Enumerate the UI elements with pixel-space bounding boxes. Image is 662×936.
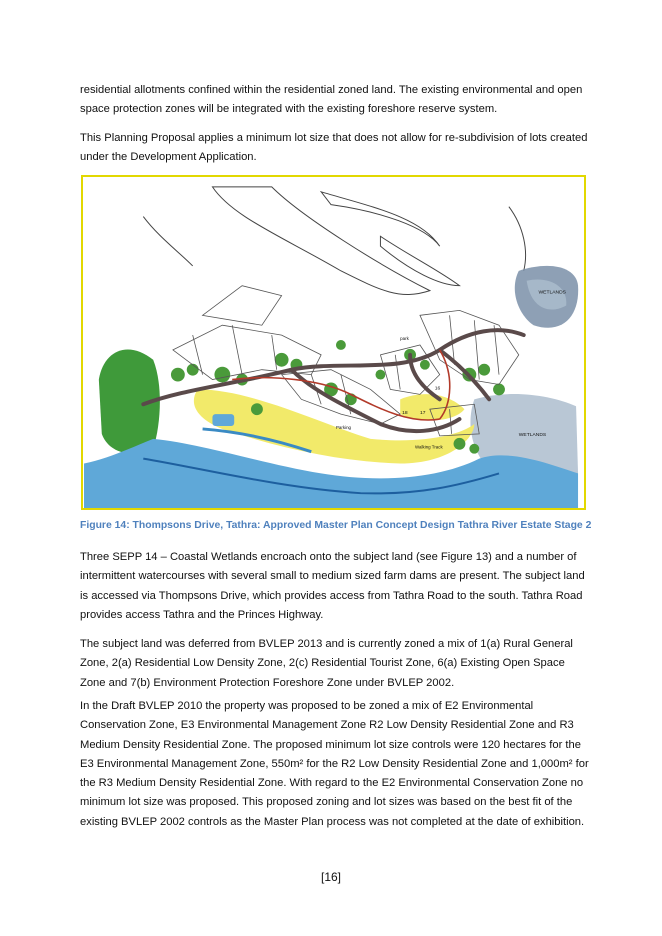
lot-number: 18 — [402, 411, 408, 417]
paragraph-sepp-14: Three SEPP 14 – Coastal Wetlands encroach onto the subject land (see Figure 13) and a number of intermittent watercourses with several small to medium sized farm dams are present. The subject land is accessed via Thompsons Drive, which provides access from Tathra Road to the south. Tathra Road provides access Tathra and the Princes Highway. — [80, 551, 585, 621]
dam — [212, 414, 234, 426]
wetlands-label: WETLANDS — [538, 290, 566, 296]
sand-bar-shape — [212, 187, 429, 295]
paragraph-bvlep-2013: The subject land was deferred from BVLEP 2013 and is currently zoned a mix of 1(a) Rural General Zone, 2(a) Residential Low Density Zone, 2(c) Residential Tourist Zone, 6(a) Existing Open Space Zone and 7(b) Environment Protection Foreshore Zone under BVLEP 2002. — [80, 638, 573, 689]
paragraph-residential-allotments: residential allotments confined within the residential zoned land. The existing environmental and open space protection zones will be integrated with the existing foreshore reserve system. — [80, 84, 583, 116]
park-label: park — [400, 336, 409, 342]
sand-bar-shape — [143, 217, 192, 266]
sand-bar-shape — [509, 207, 526, 271]
master-plan-map — [83, 177, 584, 508]
lot-number: 16 — [434, 386, 441, 392]
paragraph-draft-bvlep-2010: In the Draft BVLEP 2010 the property was proposed to be zoned a mix of E2 Environmental Conservation Zone, E3 Environmental Management Zone R2 Low Density Residential Zone and R3 Medium Density Residential Zone. The proposed minimum lot size controls were 120 hectares for the E3 Environmental Management Zone, 550m² for the R2 Low Density Residential Zone and 1,000m² for the R3 Medium Density Residential Zone. With regard to the E2 Environmental Conservation Zone no minimum lot size was proposed. This proposed zoning and lot sizes was based on the best fit of the existing BVLEP 2002 controls as the Master Plan process was not completed at the date of exhibition. — [80, 700, 589, 828]
page-number: [16] — [320, 870, 341, 884]
master-plan-figure — [81, 175, 586, 510]
figure-caption: Figure 14: Thompsons Drive, Tathra: Approved Master Plan Concept Design Tathra River Estate Stage 2 — [80, 520, 592, 531]
wetlands-label: WETLANDS — [518, 432, 547, 438]
sand-bar-shape — [380, 236, 459, 285]
paragraph-minimum-lot-size: This Planning Proposal applies a minimum lot size that does not allow for re-subdivision of lots created under the Development Application. — [80, 132, 588, 164]
lot-number: 17 — [419, 411, 426, 417]
walking-track-label: Walking Track — [415, 444, 443, 450]
parking-label: Parking — [335, 424, 352, 430]
